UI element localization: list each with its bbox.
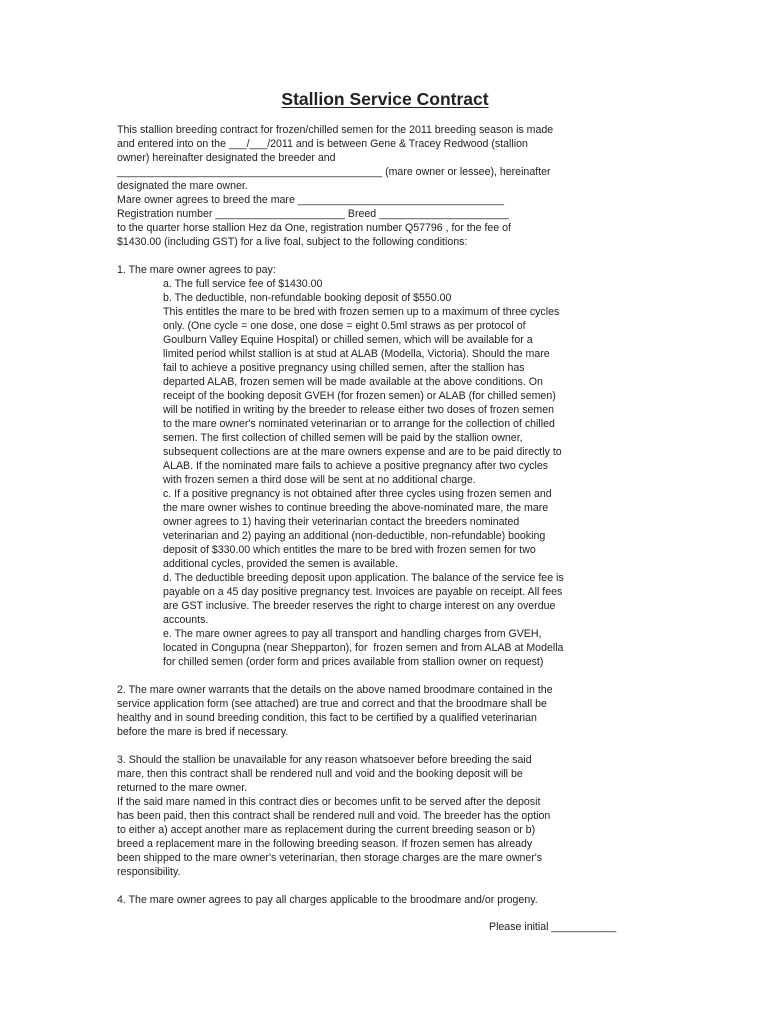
text-line: 3. Should the stallion be unavailable for any reason whatsoever before breeding the said <box>117 754 532 766</box>
text-line: 4. The mare owner agrees to pay all charges applicable to the broodmare and/or progeny. <box>117 894 538 906</box>
text-line: receipt of the booking deposit GVEH (for frozen semen) or ALAB (for chilled semen) <box>163 390 556 402</box>
text-line: and entered into on the ___/___/2011 and is between Gene & Tracey Redwood (stallion <box>117 138 528 150</box>
text-line: with frozen semen a third dose will be sent at no additional charge. <box>163 474 476 486</box>
text-line: located in Congupna (near Shepparton), for frozen semen and from ALAB at Modella <box>163 642 564 654</box>
text-line: returned to the mare owner. <box>117 782 248 794</box>
text-line: limited period whilst stallion is at stud at ALAB (Modella, Victoria). Should the mare <box>163 348 550 360</box>
text-line: departed ALAB, frozen semen will be made available at the above conditions. On <box>163 376 543 388</box>
text-line: only. (One cycle = one dose, one dose = eight 0.5ml straws as per protocol of <box>163 320 526 332</box>
text-line: owner) hereinafter designated the breeder and <box>117 152 336 164</box>
text-line: to either a) accept another mare as replacement during the current breeding season or b) <box>117 824 536 836</box>
text-line: fail to achieve a positive pregnancy using chilled semen, after the stallion has <box>163 362 525 374</box>
text-line: _____________________________________________ (mare owner or lessee), hereinafter <box>117 166 551 178</box>
text-line: Goulburn Valley Equine Hospital) or chilled semen, which will be available for a <box>163 334 533 346</box>
text-line: been shipped to the mare owner's veterinarian, then storage charges are the mare owner's <box>117 852 543 864</box>
text-line: the mare owner wishes to continue breeding the above-nominated mare, the mare <box>163 502 549 514</box>
clause-heading: 1. The mare owner agrees to pay: <box>117 264 276 276</box>
text-line: b. The deductible, non-refundable booking deposit of $550.00 <box>163 292 452 304</box>
text-line: additional cycles, provided the semen is available. <box>163 558 398 570</box>
text-line: ALAB. If the nominated mare fails to achieve a positive pregnancy after two cycles <box>163 460 549 472</box>
text-line: d. The deductible breeding deposit upon application. The balance of the service fee is <box>163 572 564 584</box>
text-line: designated the mare owner. <box>117 180 248 192</box>
text-line: a. The full service fee of $1430.00 <box>163 278 323 290</box>
text-line: subsequent collections are at the mare owners expense and are to be paid directly to <box>163 446 562 458</box>
text-line: Registration number ______________________ Breed ______________________ <box>117 208 509 220</box>
text-line: before the mare is bred if necessary. <box>117 726 289 738</box>
text-line: to the mare owner's nominated veterinarian or to arrange for the collection of chilled <box>163 418 555 430</box>
text-line: deposit of $330.00 which entitles the mare to be bred with frozen semen for two <box>163 544 536 556</box>
text-line: 2. The mare owner warrants that the details on the above named broodmare contained in the <box>117 684 553 696</box>
text-line: Mare owner agrees to breed the mare ___________________________________ <box>117 194 504 206</box>
text-line: to the quarter horse stallion Hez da One, registration number Q57796 , for the fee of <box>117 222 511 234</box>
text-line: veterinarian and 2) paying an additional (non-deductible, non-refundable) booking <box>163 530 546 542</box>
text-line: semen. The first collection of chilled semen will be paid by the stallion owner, <box>163 432 523 444</box>
text-line: responsibility. <box>117 866 181 878</box>
text-line: will be notified in writing by the breeder to release either two doses of frozen semen <box>163 404 555 416</box>
text-line: If the said mare named in this contract dies or becomes unfit to be served after the deposit <box>117 796 541 808</box>
text-line: are GST inclusive. The breeder reserves the right to charge interest on any overdue <box>163 600 556 612</box>
text-line: service application form (see attached) are true and correct and that the broodmare shall be <box>117 698 547 710</box>
text-line: This entitles the mare to be bred with frozen semen up to a maximum of three cycles <box>163 306 560 318</box>
text-line: This stallion breeding contract for frozen/chilled semen for the 2011 breeding season is made <box>117 124 554 136</box>
text-line: for chilled semen (order form and prices available from stallion owner on request) <box>163 656 544 668</box>
text-line: e. The mare owner agrees to pay all transport and handling charges from GVEH, <box>163 628 542 640</box>
text-line: breed a replacement mare in the following breeding season. If frozen semen has already <box>117 838 533 850</box>
text-line: payable on a 45 day positive pregnancy test. Invoices are payable on receipt. All fees <box>163 586 563 598</box>
initial-field[interactable]: Please initial ___________ <box>489 921 617 933</box>
text-line: mare, then this contract shall be rendered null and void and the booking deposit will be <box>117 768 523 780</box>
page-title: Stallion Service Contract <box>281 89 489 109</box>
text-line: $1430.00 (including GST) for a live foal, subject to the following conditions: <box>117 236 468 248</box>
text-line: c. If a positive pregnancy is not obtained after three cycles using frozen semen and <box>163 488 552 500</box>
text-line: owner agrees to 1) having their veterinarian contact the breeders nominated <box>163 516 520 528</box>
text-line: healthy and in sound breeding condition, this fact to be certified by a qualified veterinarian <box>117 712 537 724</box>
text-line: accounts. <box>163 614 209 626</box>
text-line: has been paid, then this contract shall be rendered null and void. The breeder has the option <box>117 810 551 822</box>
